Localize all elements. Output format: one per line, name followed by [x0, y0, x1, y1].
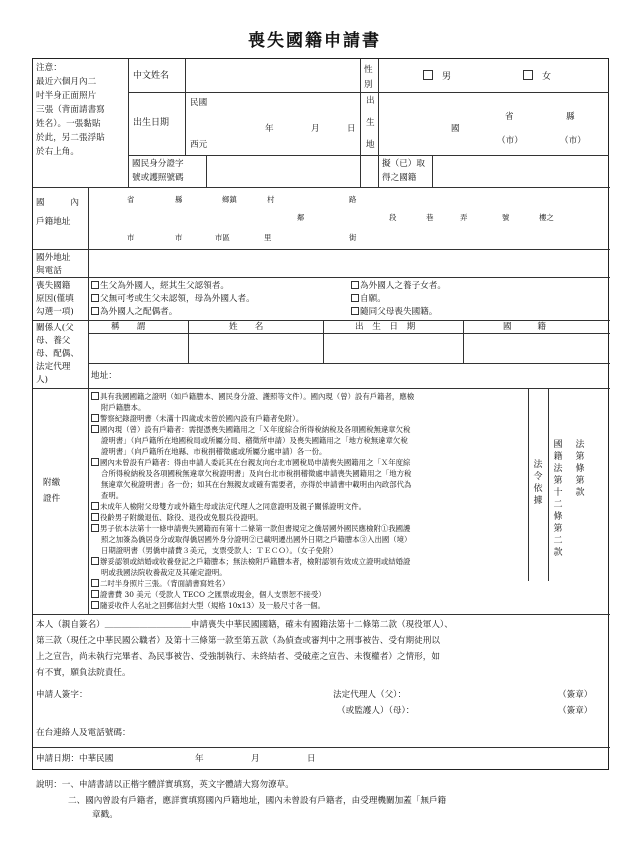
application-form: 注意： 最近六個月內二 吋半身正面照片 三張（背面請書寫 姓名）。一張黏貼 於此，另二張浮貼 於右上角。 中文姓名 性 別 男 女 出生日期 民國 西元 年 月 日 出 生 地 國 省 縣 （市） （市） 國民身分證字 號或護照號碼 擬（已）取 得之國籍 國 內 戶籍地址 省 縣 鄉鎮 村 路 鄰 段 巷 弄 號 樓之 市 市 市區 里 街 國外地址 與電話 喪失國籍 原因(僅填 勾選一項) 生父為外國人，經其生父認領者。 為外國人之養子女者。 父無可考或生父未認領，母為外國人者。 自願。 為外國人之配偶者。 隨同父母喪失國籍。 關係人(父 母、養父 母、配偶、 法定代理 人) 稱 謂 姓 名 出 生 日 期 國 籍 地址： 附繳 證件 法令依據 國籍法第十二條第二款 法第條第款 具有我國國籍之證明（如戶籍謄本、國民身分證、護照等文件）。國內現（曾）設有戶籍者，應檢 附戶籍謄本。 警察紀錄證明書（未滿十四歲或未曾於國內設有戶籍者免附）。 國內現（曾）設有戶籍者：需提憑喪失國籍用之「Ｘ年度綜合所得稅納稅及各項國稅無違章欠稅 證明書」（向戶籍所在地國稅局或所屬分局、稽徵所申請）及喪失國籍用之「地方稅無違章欠稅 證明書」（向戶籍所在地縣、市稅捐稽徵處或所屬分處申請）各一份。 國內未曾設有戶籍者：得由申請人委託其在台親友向台北市國稅局申請喪失國籍用之「Ｘ年度綜 合所得稅納稅及各項國稅無違章欠稅證明書」及向台北市稅捐稽徵處申請喪失國籍用之「地方稅 無違章欠稅證明書」各一份；如其在台無親友或確有需要者，亦得於申請書中載明由內政部代為 查明。 未成年人檢附父母雙方或外籍生母或法定代理人之同意證明及親子關係證明文件。 役齡男子附繳退伍、除役、退役或免服兵役證明。 男子依本法第十一條申請喪失國籍而有第十二條第一款但書規定之僑居國外國民應檢附①我國護 照之加簽為僑居身分或取得僑居國外身分證明②已載明遷出國外日期之戶籍謄本③入出國（境） 日期證明書（男僑申請費３美元，支票受款人：ＴＥＣＯ）。（女子免附） 辦妥認領或結婚或收養登記之戶籍謄本；無法檢附戶籍謄本者，檢附認領有效成立證明或結婚證 明或我國法院收養裁定及其確定證明。 二吋半身照片三張。（背面請書寫姓名） 證書費 30 美元（受款人 TECO 之匯票或現金，個人支票恕不接受） 隨妥收件人名址之回郵信封大型（規格 10x13）及一般尺寸各一個。 本人（親自簽名）＿＿＿＿＿＿＿＿＿＿申請喪失中華民國國籍，確未有國籍法第十二條第二款（現役軍人）、 第三款（現任之中華民國公職者）及第十三條第一款至第五款（為偵查或審判中之刑事被告、受有期徒刑以 上之宣告，尚未執行完畢者、為民事被告、受強制執行、未終結者、受破產之宣告、未復權者）之情形，如 有不實，願負法院責任。 申請人簽字： 法定代理人（父）： （簽章） （或監護人）（母）： （簽章） 在台連絡人及電話號碼： 申請日期：中華民國 年 月 日	[32, 58, 609, 770]
attachment-checkbox[interactable]	[91, 557, 99, 565]
reason-option[interactable]: 父無可考或生父未認領，母為外國人者。	[91, 293, 255, 305]
reason-option[interactable]: 為外國人之配偶者。	[91, 306, 177, 318]
contact-field[interactable]	[148, 725, 448, 739]
reason-checkbox[interactable]	[91, 294, 99, 302]
name-header: 姓 名	[229, 322, 264, 332]
chinese-name-label: 中文姓名	[133, 71, 170, 81]
note-1: 說明：一、申請書請以正楷字體詳實填寫，英文字體請大寫勿潦草。	[36, 780, 294, 790]
chinese-name-field[interactable]	[186, 60, 359, 91]
foreign-address-field[interactable]	[89, 250, 609, 276]
sex-label: 性	[364, 65, 373, 75]
guardian-father-label: 法定代理人（父）：	[333, 690, 407, 700]
attachment-item[interactable]: 隨妥收件人名址之回郵信封大型（規格 10x13）及一般尺寸各一個。	[91, 600, 325, 611]
applicant-signature-field[interactable]	[103, 687, 323, 701]
note-3: 章戳。	[92, 810, 118, 820]
birthplace-label: 出	[366, 96, 375, 106]
acquired-nationality-label: 擬（已）取	[382, 159, 425, 169]
reason-checkbox[interactable]	[351, 307, 359, 315]
attachment-checkbox[interactable]	[91, 590, 99, 598]
application-date-label: 申請日期：中華民國	[36, 754, 114, 764]
reason-option[interactable]: 為外國人之養子女者。	[351, 280, 446, 292]
legal-basis-article-2: 法第條第款	[575, 440, 585, 498]
attachment-item[interactable]: 未成年人檢附父母雙方或外籍生母或法定代理人之同意證明及親子關係證明文件。	[91, 501, 366, 512]
birthplace-field[interactable]	[379, 93, 609, 154]
id-number-label: 國民身分證字	[132, 159, 184, 169]
reason-checkbox[interactable]	[351, 281, 359, 289]
attachment-item[interactable]: 二吋半身照片三張。（背面請書寫姓名）	[91, 578, 229, 589]
domestic-address-label: 國 內	[36, 198, 79, 208]
reason-option[interactable]: 生父為外國人，經其生父認領者。	[91, 280, 229, 292]
applicant-signature-label: 申請人簽字：	[36, 690, 88, 700]
attachment-item[interactable]: 警察紀錄證明書（未滿十四歲或未曾於國內設有戶籍者免附）。	[91, 413, 303, 424]
attachment-checkbox[interactable]	[91, 513, 99, 521]
male-checkbox[interactable]	[423, 70, 433, 80]
declaration-line: 有不實，願負法院責任。	[36, 668, 131, 678]
attachment-item[interactable]: 辦妥認領或結婚或收養登記之戶籍謄本；無法檢附戶籍謄本者，檢附認領有效成立證明或結婚證	[91, 556, 410, 567]
foreign-address-label: 國外地址	[36, 253, 71, 263]
id-number-field[interactable]	[207, 156, 359, 186]
legal-basis-article-1: 國籍法第十二條第二款	[553, 440, 563, 558]
loss-reason-label: 喪失國籍	[36, 281, 71, 291]
attachment-checkbox[interactable]	[91, 579, 99, 587]
legal-basis-label: 法令依據	[533, 460, 543, 506]
attachment-checkbox[interactable]	[91, 458, 99, 466]
female-option[interactable]: 女	[523, 70, 551, 84]
nationality-header: 國 籍	[503, 322, 546, 332]
declaration-line: 第三款（現任之中華民國公職者）及第十三條第一款至第五款（為偵查或審判中之刑事被告、受有期徒刑以	[36, 636, 440, 646]
attachments-label: 附繳	[43, 478, 61, 488]
declaration-line: 本人（親自簽名）＿＿＿＿＿＿＿＿＿＿申請喪失中華民國國籍，確未有國籍法第十二條第二款（現役軍人）、	[36, 620, 453, 630]
reason-option[interactable]: 自願。	[351, 293, 386, 305]
attachment-item[interactable]: 證書費 30 美元（受款人 TECO 之匯票或現金，個人支票恕不接受）	[91, 589, 326, 600]
note-2: 二、國內曾設有戶籍者，應詳實填寫國內戶籍地址，國內未曾設有戶籍者，由受理機關加蓋「無戶籍	[68, 796, 447, 806]
acquired-nationality-field[interactable]	[433, 156, 609, 186]
reason-checkbox[interactable]	[91, 281, 99, 289]
birth-date-field[interactable]	[186, 93, 359, 154]
attachment-item[interactable]: 具有我國國籍之證明（如戶籍謄本、國民身分證、護照等文件）。國內現（曾）設有戶籍者，應檢	[91, 391, 414, 402]
relation-header: 稱 謂	[111, 322, 146, 332]
reason-checkbox[interactable]	[351, 294, 359, 302]
birth-date-header: 出 生 日 期	[355, 322, 416, 332]
attachment-item[interactable]: 男子依本法第十一條申請喪失國籍而有第十二條第一款但書規定之僑居國外國民應檢附①我國護	[91, 523, 410, 534]
contact-label: 在台連絡人及電話號碼：	[36, 728, 131, 738]
relatives-address-label: 地址：	[91, 371, 117, 381]
attachment-item[interactable]: 國內現（曾）設有戶籍者：需提憑喪失國籍用之「Ｘ年度綜合所得稅納稅及各項國稅無違章欠稅	[91, 424, 410, 435]
attachment-checkbox[interactable]	[91, 425, 99, 433]
relatives-address-field[interactable]	[123, 364, 609, 387]
declaration-line: 上之宣告，尚未執行完畢者、為民事被告、受強制執行、未終結者、受破產之宣告、未復權者）之情形，如	[36, 652, 440, 662]
reason-checkbox[interactable]	[91, 307, 99, 315]
attachment-checkbox[interactable]	[91, 601, 99, 609]
attachment-item[interactable]: 國內未曾設有戶籍者：得由申請人委託其在台親友向台北市國稅局申請喪失國籍用之「Ｘ年度綜	[91, 457, 410, 468]
relatives-label: 關係人(父	[36, 323, 74, 333]
female-checkbox[interactable]	[523, 70, 533, 80]
attachment-checkbox[interactable]	[91, 502, 99, 510]
attachment-checkbox[interactable]	[91, 392, 99, 400]
guardian-mother-label: （或監護人）（母）：	[337, 706, 415, 716]
reason-option[interactable]: 隨同父母喪失國籍。	[351, 306, 437, 318]
attachment-checkbox[interactable]	[91, 414, 99, 422]
attachment-item[interactable]: 役齡男子附繳退伍、除役、退役或免服兵役證明。	[91, 512, 263, 523]
attachment-checkbox[interactable]	[91, 524, 99, 532]
male-option[interactable]: 男	[423, 70, 451, 84]
relatives-table-row[interactable]	[89, 334, 609, 362]
birth-date-label: 出生日期	[133, 118, 170, 128]
form-title: 喪失國籍申請書	[248, 31, 381, 51]
